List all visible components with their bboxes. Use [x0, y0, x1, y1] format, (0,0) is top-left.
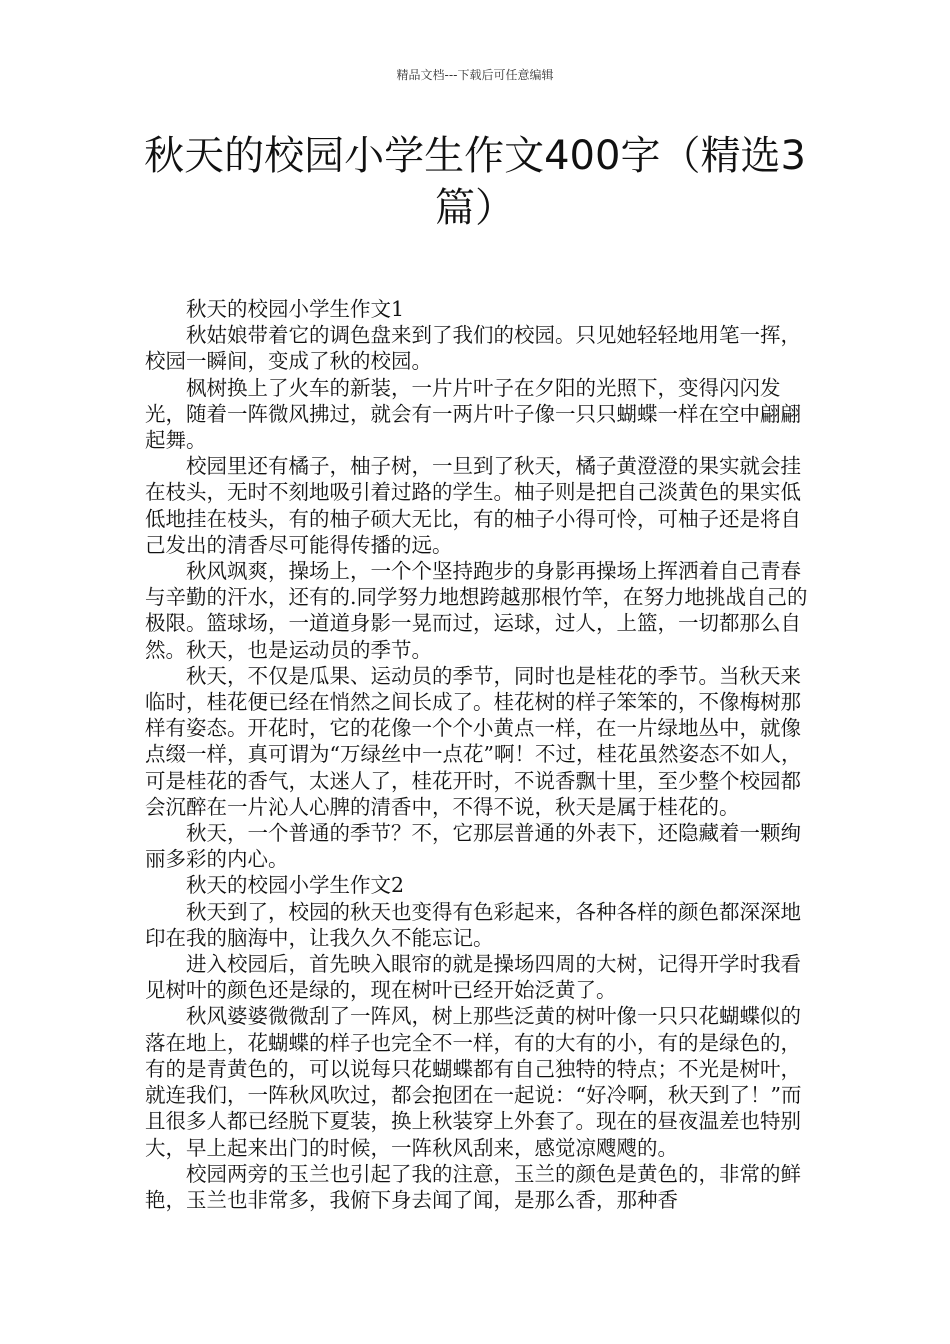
document-title: 秋天的校园小学生作文400字（精选3篇） — [144, 133, 806, 231]
paragraph: 秋风婆婆微微刮了一阵风，树上那些泛黄的树叶像一只只花蝴蝶似的落在地上，花蝴蝶的样子也完全不一样，有的大有的小，有的是绿色的，有的是青黄色的，可以说每只花蝴蝶都有自己独特的特点；不光是树叶，就连我们，一阵秋风吹过，都会抱团在一起说：“好冷啊，秋天到了！”而且很多人都已经脱下夏装，换上秋装穿上外套了。现在的昼夜温差也特别大，早上起来出门的时候，一阵秋风刮来，感觉凉飕飕的。 — [145, 1004, 802, 1160]
paragraph: 进入校园后，首先映入眼帘的就是操场四周的大树，记得开学时我看见树叶的颜色还是绿的，现在树叶已经开始泛黄了。 — [145, 952, 801, 1003]
section-heading: 秋天的校园小学生作文2 — [186, 873, 405, 898]
section-heading: 秋天的校园小学生作文1 — [186, 297, 405, 321]
paragraph: 校园里还有橘子，柚子树，一旦到了秋天，橘子黄澄澄的果实就会挂在枝头，无时不刻地吸引着过路的学生。柚子则是把自己淡黄色的果实低低地挂在枝头，有的柚子硕大无比，有的柚子小得可怜，可柚子还是将自己发出的清香尽可能得传播的远。 — [145, 454, 801, 557]
paragraph: 枫树换上了火车的新装，一片片叶子在夕阳的光照下，变得闪闪发光，随着一阵微风拂过，就会有一两片叶子像一只只蝴蝶一样在空中翩翩起舞。 — [145, 375, 801, 453]
paragraph: 秋姑娘带着它的调色盘来到了我们的校园。只见她轻轻地用笔一挥，校园一瞬间，变成了秋的校园。 — [145, 323, 801, 374]
paragraph: 秋天到了，校园的秋天也变得有色彩起来，各种各样的颜色都深深地印在我的脑海中，让我久久不能忘记。 — [145, 899, 801, 950]
paragraph: 校园两旁的玉兰也引起了我的注意，玉兰的颜色是黄色的，非常的鲜艳，玉兰也非常多，我俯下身去闻了闻，是那么香，那种香 — [145, 1161, 801, 1212]
document-body — [145, 296, 810, 1213]
paragraph: 秋天，不仅是瓜果、运动员的季节，同时也是桂花的季节。当秋天来临时，桂花便已经在悄然之间长成了。桂花树的样子笨笨的，不像梅树那样有姿态。开花时，它的花像一个个小黄点一样，在一片绿地丛中，就像点缀一样，真可谓为“万绿丝中一点花”啊！不过，桂花虽然姿态不如人，可是桂花的香气，太迷人了，桂花开时，不说香飘十里，至少整个校园都会沉醉在一片沁人心脾的清香中，不得不说，秋天是属于桂花的。 — [145, 663, 802, 819]
header-note: 精品文档---下载后可任意编辑 — [396, 68, 554, 82]
paragraph: 秋天，一个普通的季节？不，它那层普通的外表下，还隐藏着一颗绚丽多彩的内心。 — [145, 821, 801, 872]
paragraph: 秋风飒爽，操场上，一个个坚持跑步的身影再操场上挥洒着自己青春与辛勤的汗水，还有的.同学努力地想跨越那根竹竿，在努力地挑战自己的极限。篮球场，一道道身影一晃而过，运球，过人，上篮，一切都那么自然。秋天，也是运动员的季节。 — [145, 559, 808, 662]
